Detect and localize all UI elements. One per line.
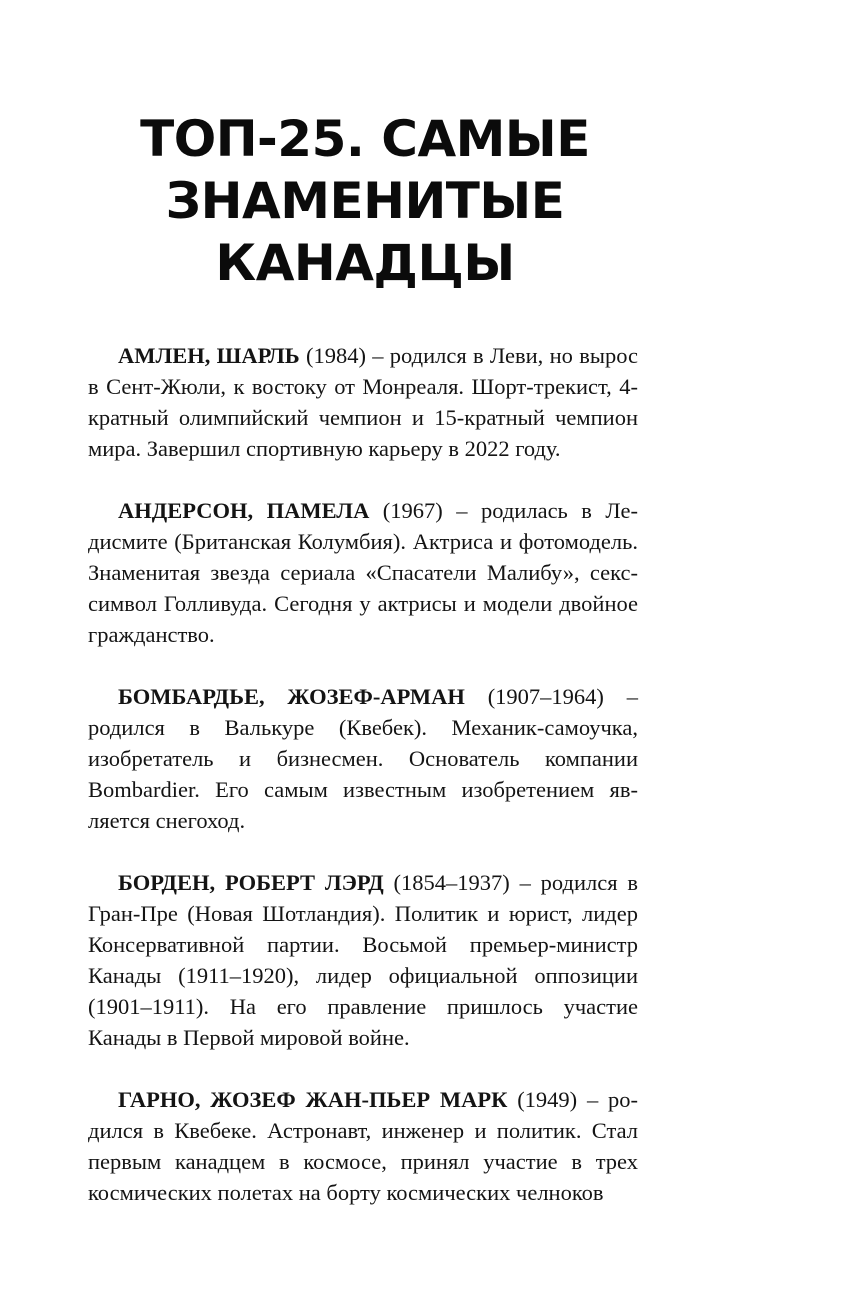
entry-name: ГАРНО, ЖОЗЕФ ЖАН-ПЬЕР МАРК <box>118 1087 508 1112</box>
chapter-title-line-1: ТОП-25. САМЫЕ <box>140 110 590 168</box>
entry-name: БОМБАРДЬЕ, ЖОЗЕФ-АРМАН <box>118 684 465 709</box>
entry-name: АМЛЕН, ШАРЛЬ <box>118 343 300 368</box>
entry-borden <box>88 867 638 1053</box>
chapter-title-line-3: КАНАДЦЫ <box>215 234 515 292</box>
entry-amlen <box>88 340 638 464</box>
chapter-title <box>110 108 620 294</box>
entry-anderson <box>88 495 638 650</box>
entry-text: (1907–1964) – родился в Валькуре (Квебек). Механик-самоучка, изобретатель и бизнесмен. Основатель компании Bombardier. Его самым известным изобретением является снегоход. <box>88 684 638 833</box>
chapter-title-line-2: ЗНАМЕНИТЫЕ <box>165 172 565 230</box>
entry-text: (1854–1937) – родился в Гран-Пре (Новая Шотландия). Политик и юрист, лидер Консервативной партии. Восьмой премьер-министр Канады (1911–1920), лидер официальной оппозиции (1901–1911). На его правление пришлось участие Канады в Первой мировой войне. <box>88 870 638 1050</box>
entries-list <box>88 340 638 1239</box>
entry-text: (1949) – родился в Квебеке. Астронавт, инженер и политик. Стал первым канадцем в космосе, принял участие в трех космических полетах на борту космических челноков <box>88 1087 638 1205</box>
entry-garneau <box>88 1084 638 1208</box>
entry-text: (1984) – родился в Леви, но вырос в Сент-Жюли, к востоку от Монреаля. Шорт-трекист, 4-кратный олимпийский чемпион и 15-кратный чемпион мира. Завершил спортивную карьеру в 2022 году. <box>88 343 638 461</box>
entry-text: (1967) – родилась в Ледисмите (Британская Колумбия). Актриса и фотомодель. Знаменитая звезда сериала «Спасатели Малибу», секс-символ Голливуда. Сегодня у актрисы и модели двойное гражданство. <box>88 498 638 647</box>
entry-name: АНДЕРСОН, ПАМЕЛА <box>118 498 370 523</box>
entry-name: БОРДЕН, РОБЕРТ ЛЭРД <box>118 870 384 895</box>
entry-bombardier <box>88 681 638 836</box>
